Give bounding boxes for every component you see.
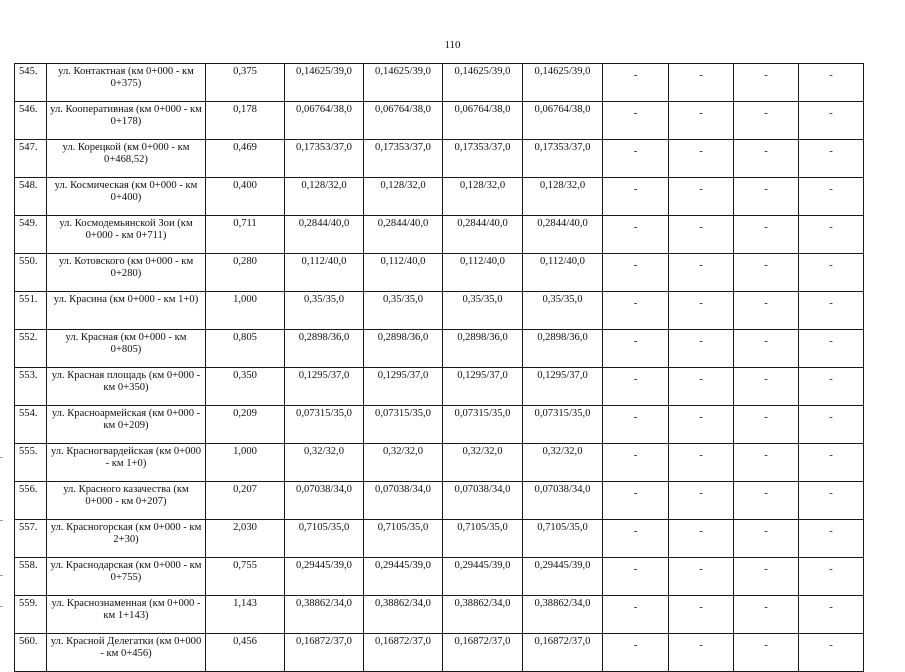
row-number: 551. [15,292,47,330]
empty-value-cell: - [669,596,734,634]
empty-value-cell: - [799,482,864,520]
row-number: 559. [15,596,47,634]
value-cell: 0,29445/39,0 [285,558,364,596]
value-cell: 0,16872/37,0 [364,634,443,672]
value-cell: 0,07038/34,0 [443,482,523,520]
value-cell: 0,35/35,0 [285,292,364,330]
table-row [15,368,864,406]
length-km: 0,375 [206,64,285,102]
empty-value-cell: - [603,216,669,254]
empty-value-cell: - [734,368,799,406]
row-number: 545. [15,64,47,102]
value-cell: 0,38862/34,0 [523,596,603,634]
empty-value-cell: - [734,254,799,292]
empty-value-cell: - [669,444,734,482]
street-name: ул. Красногвардейская (км 0+000 - км 1+0) [47,444,206,482]
roads-table [14,63,864,672]
value-cell: 0,38862/34,0 [443,596,523,634]
empty-value-cell: - [669,254,734,292]
empty-value-cell: - [669,482,734,520]
empty-value-cell: - [799,520,864,558]
table-row [15,482,864,520]
value-cell: 0,32/32,0 [523,444,603,482]
length-km: 1,000 [206,292,285,330]
row-number: 557. [15,520,47,558]
value-cell: 0,112/40,0 [523,254,603,292]
table-row [15,178,864,216]
street-name: ул. Красная площадь (км 0+000 - км 0+350) [47,368,206,406]
street-name: ул. Контактная (км 0+000 - км 0+375) [47,64,206,102]
roads-table-body [15,64,864,672]
empty-value-cell: - [799,292,864,330]
value-cell: 0,07038/34,0 [523,482,603,520]
value-cell: 0,128/32,0 [523,178,603,216]
empty-value-cell: - [734,406,799,444]
value-cell: 0,07038/34,0 [285,482,364,520]
row-number: 549. [15,216,47,254]
length-km: 0,400 [206,178,285,216]
table-row [15,406,864,444]
empty-value-cell: - [799,64,864,102]
empty-value-cell: - [799,102,864,140]
row-number: 555. [15,444,47,482]
empty-value-cell: - [669,216,734,254]
empty-value-cell: - [799,368,864,406]
street-name: ул. Красина (км 0+000 - км 1+0) [47,292,206,330]
empty-value-cell: - [603,292,669,330]
value-cell: 0,38862/34,0 [285,596,364,634]
row-number: 546. [15,102,47,140]
empty-value-cell: - [669,330,734,368]
street-name: ул. Краснодарская (км 0+000 - км 0+755) [47,558,206,596]
row-number: 552. [15,330,47,368]
empty-value-cell: - [603,520,669,558]
empty-value-cell: - [799,254,864,292]
empty-value-cell: - [669,102,734,140]
value-cell: 0,29445/39,0 [364,558,443,596]
value-cell: 0,29445/39,0 [443,558,523,596]
value-cell: 0,14625/39,0 [285,64,364,102]
street-name: ул. Красная (км 0+000 - км 0+805) [47,330,206,368]
row-number: 547. [15,140,47,178]
empty-value-cell: - [669,178,734,216]
value-cell: 0,7105/35,0 [364,520,443,558]
empty-value-cell: - [603,330,669,368]
length-km: 0,178 [206,102,285,140]
length-km: 0,711 [206,216,285,254]
street-name: ул. Краснознаменная (км 0+000 - км 1+143) [47,596,206,634]
empty-value-cell: - [734,102,799,140]
empty-value-cell: - [669,520,734,558]
value-cell: 0,07315/35,0 [364,406,443,444]
empty-value-cell: - [734,482,799,520]
table-row [15,444,864,482]
empty-value-cell: - [734,596,799,634]
table-row [15,254,864,292]
table-row [15,102,864,140]
value-cell: 0,112/40,0 [364,254,443,292]
table-row [15,292,864,330]
scan-edge-mark [0,520,3,521]
value-cell: 0,38862/34,0 [364,596,443,634]
table-row [15,634,864,672]
empty-value-cell: - [603,368,669,406]
row-number: 556. [15,482,47,520]
empty-value-cell: - [734,520,799,558]
street-name: ул. Красной Делегатки (км 0+000 - км 0+456) [47,634,206,672]
scan-edge-mark [0,575,3,576]
value-cell: 0,128/32,0 [364,178,443,216]
empty-value-cell: - [669,292,734,330]
length-km: 0,280 [206,254,285,292]
street-name: ул. Котовского (км 0+000 - км 0+280) [47,254,206,292]
value-cell: 0,14625/39,0 [364,64,443,102]
value-cell: 0,7105/35,0 [523,520,603,558]
empty-value-cell: - [669,140,734,178]
value-cell: 0,7105/35,0 [285,520,364,558]
value-cell: 0,1295/37,0 [364,368,443,406]
row-number: 553. [15,368,47,406]
empty-value-cell: - [603,64,669,102]
empty-value-cell: - [799,140,864,178]
table-row [15,140,864,178]
value-cell: 0,07315/35,0 [285,406,364,444]
row-number: 550. [15,254,47,292]
empty-value-cell: - [734,444,799,482]
value-cell: 0,14625/39,0 [443,64,523,102]
row-number: 558. [15,558,47,596]
empty-value-cell: - [603,558,669,596]
table-row [15,330,864,368]
value-cell: 0,32/32,0 [364,444,443,482]
empty-value-cell: - [799,634,864,672]
length-km: 1,000 [206,444,285,482]
value-cell: 0,2898/36,0 [523,330,603,368]
empty-value-cell: - [734,292,799,330]
value-cell: 0,17353/37,0 [443,140,523,178]
table-row [15,216,864,254]
value-cell: 0,2844/40,0 [443,216,523,254]
value-cell: 0,128/32,0 [285,178,364,216]
empty-value-cell: - [799,406,864,444]
empty-value-cell: - [734,216,799,254]
empty-value-cell: - [603,140,669,178]
street-name: ул. Красноармейская (км 0+000 - км 0+209) [47,406,206,444]
empty-value-cell: - [603,596,669,634]
empty-value-cell: - [799,596,864,634]
table-row [15,596,864,634]
value-cell: 0,07315/35,0 [443,406,523,444]
empty-value-cell: - [669,634,734,672]
empty-value-cell: - [799,330,864,368]
value-cell: 0,2898/36,0 [285,330,364,368]
empty-value-cell: - [799,558,864,596]
value-cell: 0,2844/40,0 [364,216,443,254]
street-name: ул. Космодемьянской Зои (км 0+000 - км 0+711) [47,216,206,254]
value-cell: 0,7105/35,0 [443,520,523,558]
value-cell: 0,35/35,0 [443,292,523,330]
value-cell: 0,35/35,0 [523,292,603,330]
street-name: ул. Космическая (км 0+000 - км 0+400) [47,178,206,216]
table-row [15,558,864,596]
value-cell: 0,2844/40,0 [523,216,603,254]
length-km: 0,209 [206,406,285,444]
value-cell: 0,32/32,0 [443,444,523,482]
empty-value-cell: - [669,406,734,444]
length-km: 0,805 [206,330,285,368]
value-cell: 0,1295/37,0 [285,368,364,406]
row-number: 548. [15,178,47,216]
length-km: 0,350 [206,368,285,406]
empty-value-cell: - [669,368,734,406]
table-row [15,520,864,558]
value-cell: 0,128/32,0 [443,178,523,216]
value-cell: 0,16872/37,0 [443,634,523,672]
scan-edge-mark [0,606,3,607]
value-cell: 0,06764/38,0 [285,102,364,140]
value-cell: 0,06764/38,0 [364,102,443,140]
value-cell: 0,32/32,0 [285,444,364,482]
value-cell: 0,16872/37,0 [523,634,603,672]
empty-value-cell: - [799,178,864,216]
value-cell: 0,35/35,0 [364,292,443,330]
length-km: 1,143 [206,596,285,634]
empty-value-cell: - [799,216,864,254]
empty-value-cell: - [603,102,669,140]
empty-value-cell: - [734,64,799,102]
value-cell: 0,07038/34,0 [364,482,443,520]
street-name: ул. Кооперативная (км 0+000 - км 0+178) [47,102,206,140]
row-number: 560. [15,634,47,672]
length-km: 0,755 [206,558,285,596]
value-cell: 0,1295/37,0 [443,368,523,406]
table-row [15,64,864,102]
page-number: 110 [444,39,461,51]
empty-value-cell: - [799,444,864,482]
value-cell: 0,17353/37,0 [523,140,603,178]
empty-value-cell: - [669,558,734,596]
value-cell: 0,1295/37,0 [523,368,603,406]
value-cell: 0,2898/36,0 [364,330,443,368]
street-name: ул. Красного казачества (км 0+000 - км 0+207) [47,482,206,520]
empty-value-cell: - [669,64,734,102]
value-cell: 0,17353/37,0 [364,140,443,178]
value-cell: 0,112/40,0 [285,254,364,292]
row-number: 554. [15,406,47,444]
value-cell: 0,07315/35,0 [523,406,603,444]
length-km: 0,207 [206,482,285,520]
value-cell: 0,112/40,0 [443,254,523,292]
value-cell: 0,16872/37,0 [285,634,364,672]
scan-edge-mark [0,457,3,458]
empty-value-cell: - [734,140,799,178]
empty-value-cell: - [603,178,669,216]
value-cell: 0,29445/39,0 [523,558,603,596]
empty-value-cell: - [734,558,799,596]
empty-value-cell: - [603,634,669,672]
empty-value-cell: - [603,482,669,520]
empty-value-cell: - [734,634,799,672]
empty-value-cell: - [603,406,669,444]
empty-value-cell: - [603,444,669,482]
value-cell: 0,06764/38,0 [443,102,523,140]
empty-value-cell: - [734,178,799,216]
street-name: ул. Корецкой (км 0+000 - км 0+468,52) [47,140,206,178]
length-km: 0,469 [206,140,285,178]
length-km: 2,030 [206,520,285,558]
length-km: 0,456 [206,634,285,672]
street-name: ул. Красногорская (км 0+000 - км 2+30) [47,520,206,558]
value-cell: 0,2898/36,0 [443,330,523,368]
empty-value-cell: - [603,254,669,292]
value-cell: 0,14625/39,0 [523,64,603,102]
value-cell: 0,06764/38,0 [523,102,603,140]
value-cell: 0,17353/37,0 [285,140,364,178]
value-cell: 0,2844/40,0 [285,216,364,254]
empty-value-cell: - [734,330,799,368]
